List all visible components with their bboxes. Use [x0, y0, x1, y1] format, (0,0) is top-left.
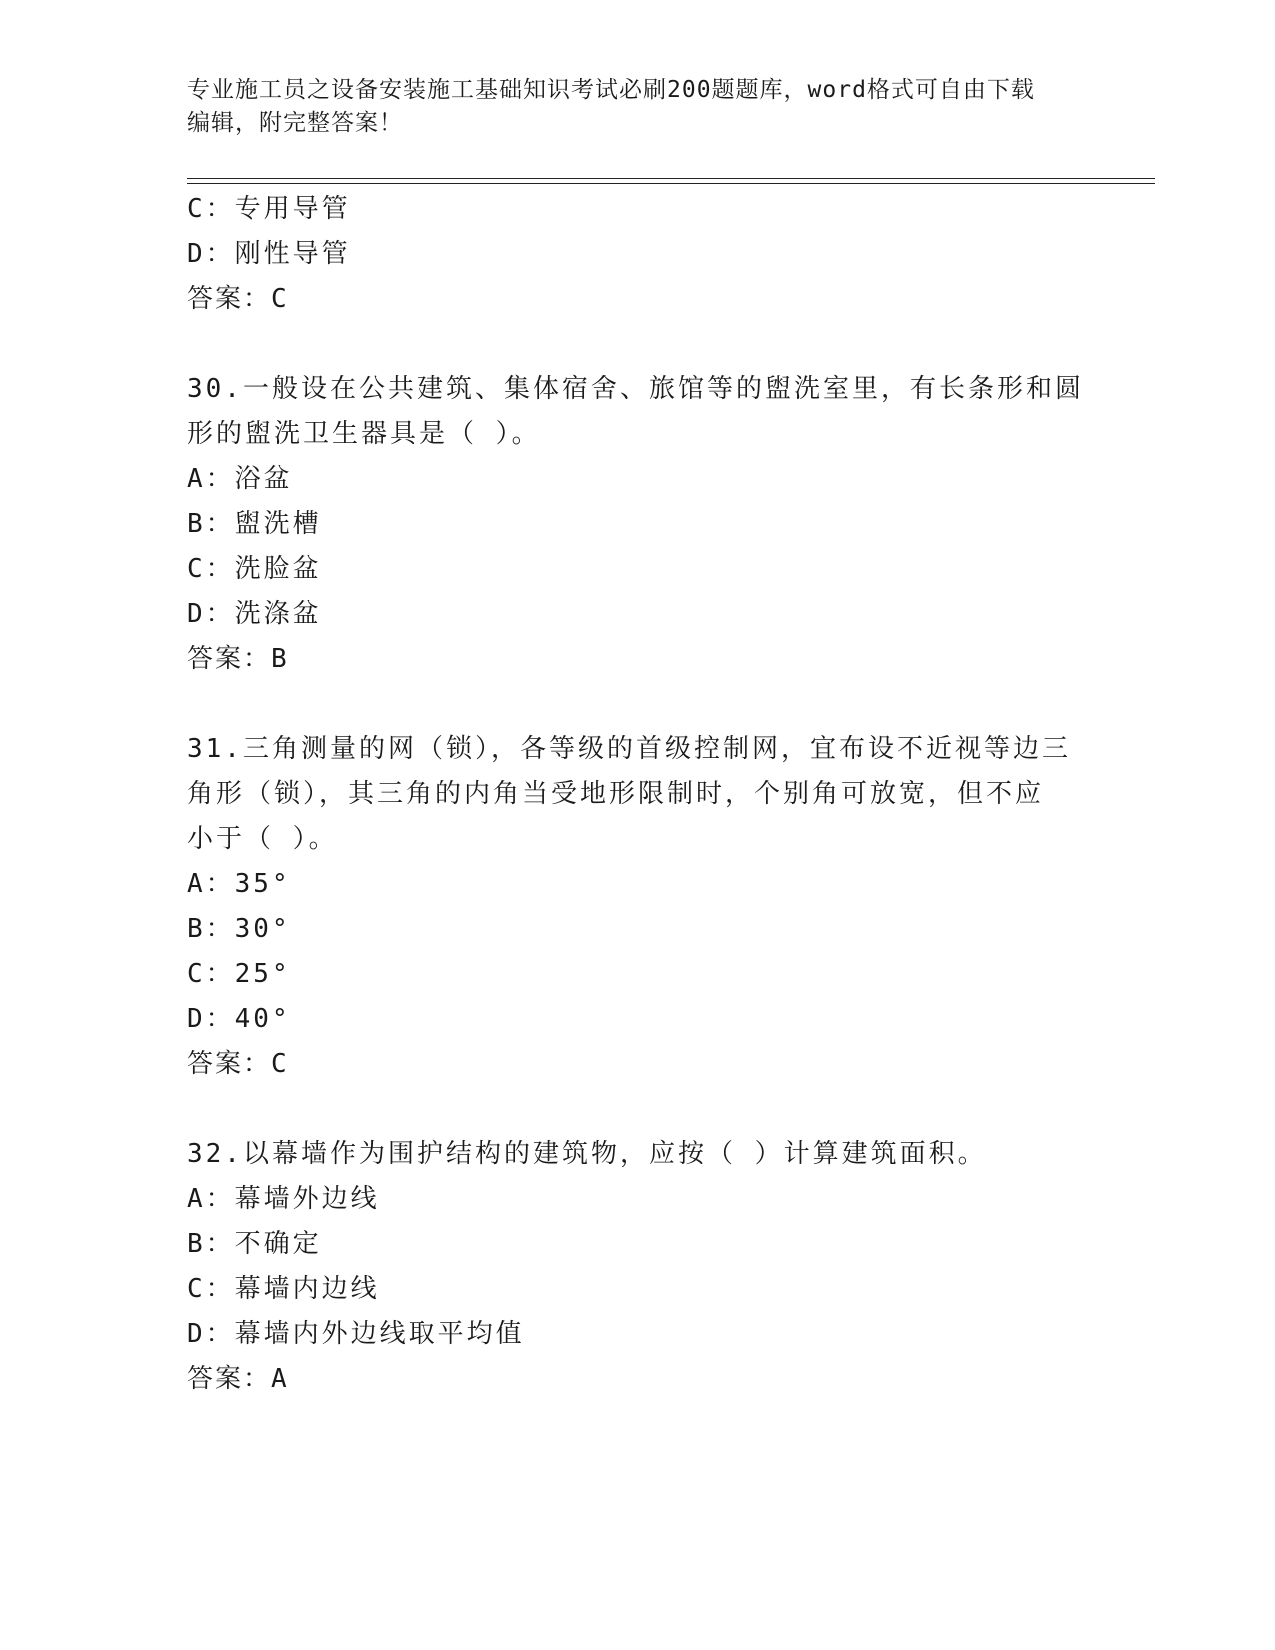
prev-answer: 答案：C — [187, 284, 289, 314]
q32-text-line-1: 32.以幕墙作为围护结构的建筑物，应按（ ）计算建筑面积。 — [187, 1139, 987, 1169]
q30-text-line-2: 形的盥洗卫生器具是（ ）。 — [187, 419, 541, 449]
header-divider-bottom — [187, 183, 1155, 184]
q31-text-line-2: 角形（锁），其三角的内角当受地形限制时，个别角可放宽，但不应 — [187, 779, 1045, 809]
header-title-line-2: 编辑，附完整答案！ — [187, 110, 403, 136]
header-divider-top — [187, 178, 1155, 179]
q31-text-line-3: 小于（ ）。 — [187, 824, 338, 854]
q30-option-d: D：洗涤盆 — [187, 599, 322, 629]
q30-option-c: C：洗脸盆 — [187, 554, 322, 584]
q31-option-a: A：35° — [187, 869, 291, 899]
q30-text-line-1: 30.一般设在公共建筑、集体宿舍、旅馆等的盥洗室里，有长条形和圆 — [187, 374, 1084, 404]
q32-option-b: B：不确定 — [187, 1229, 322, 1259]
q31-option-b: B：30° — [187, 914, 291, 944]
header-title-line-1: 专业施工员之设备安装施工基础知识考试必刷200题题库，word格式可自由下载 — [187, 77, 1035, 103]
q31-answer: 答案：C — [187, 1049, 289, 1079]
q30-option-b: B：盥洗槽 — [187, 509, 322, 539]
document-header — [187, 74, 1067, 140]
prev-option-c: C：专用导管 — [187, 194, 351, 224]
q32-option-a: A：幕墙外边线 — [187, 1184, 380, 1214]
q30-answer: 答案：B — [187, 644, 289, 674]
q30-option-a: A：浴盆 — [187, 464, 293, 494]
q31-option-c: C：25° — [187, 959, 291, 989]
q32-answer: 答案：A — [187, 1364, 289, 1394]
q31-text-line-1: 31.三角测量的网（锁），各等级的首级控制网，宜布设不近视等边三 — [187, 734, 1071, 764]
prev-option-d: D：刚性导管 — [187, 239, 351, 269]
q32-option-c: C：幕墙内边线 — [187, 1274, 380, 1304]
q32-option-d: D：幕墙内外边线取平均值 — [187, 1319, 525, 1349]
q31-option-d: D：40° — [187, 1004, 291, 1034]
